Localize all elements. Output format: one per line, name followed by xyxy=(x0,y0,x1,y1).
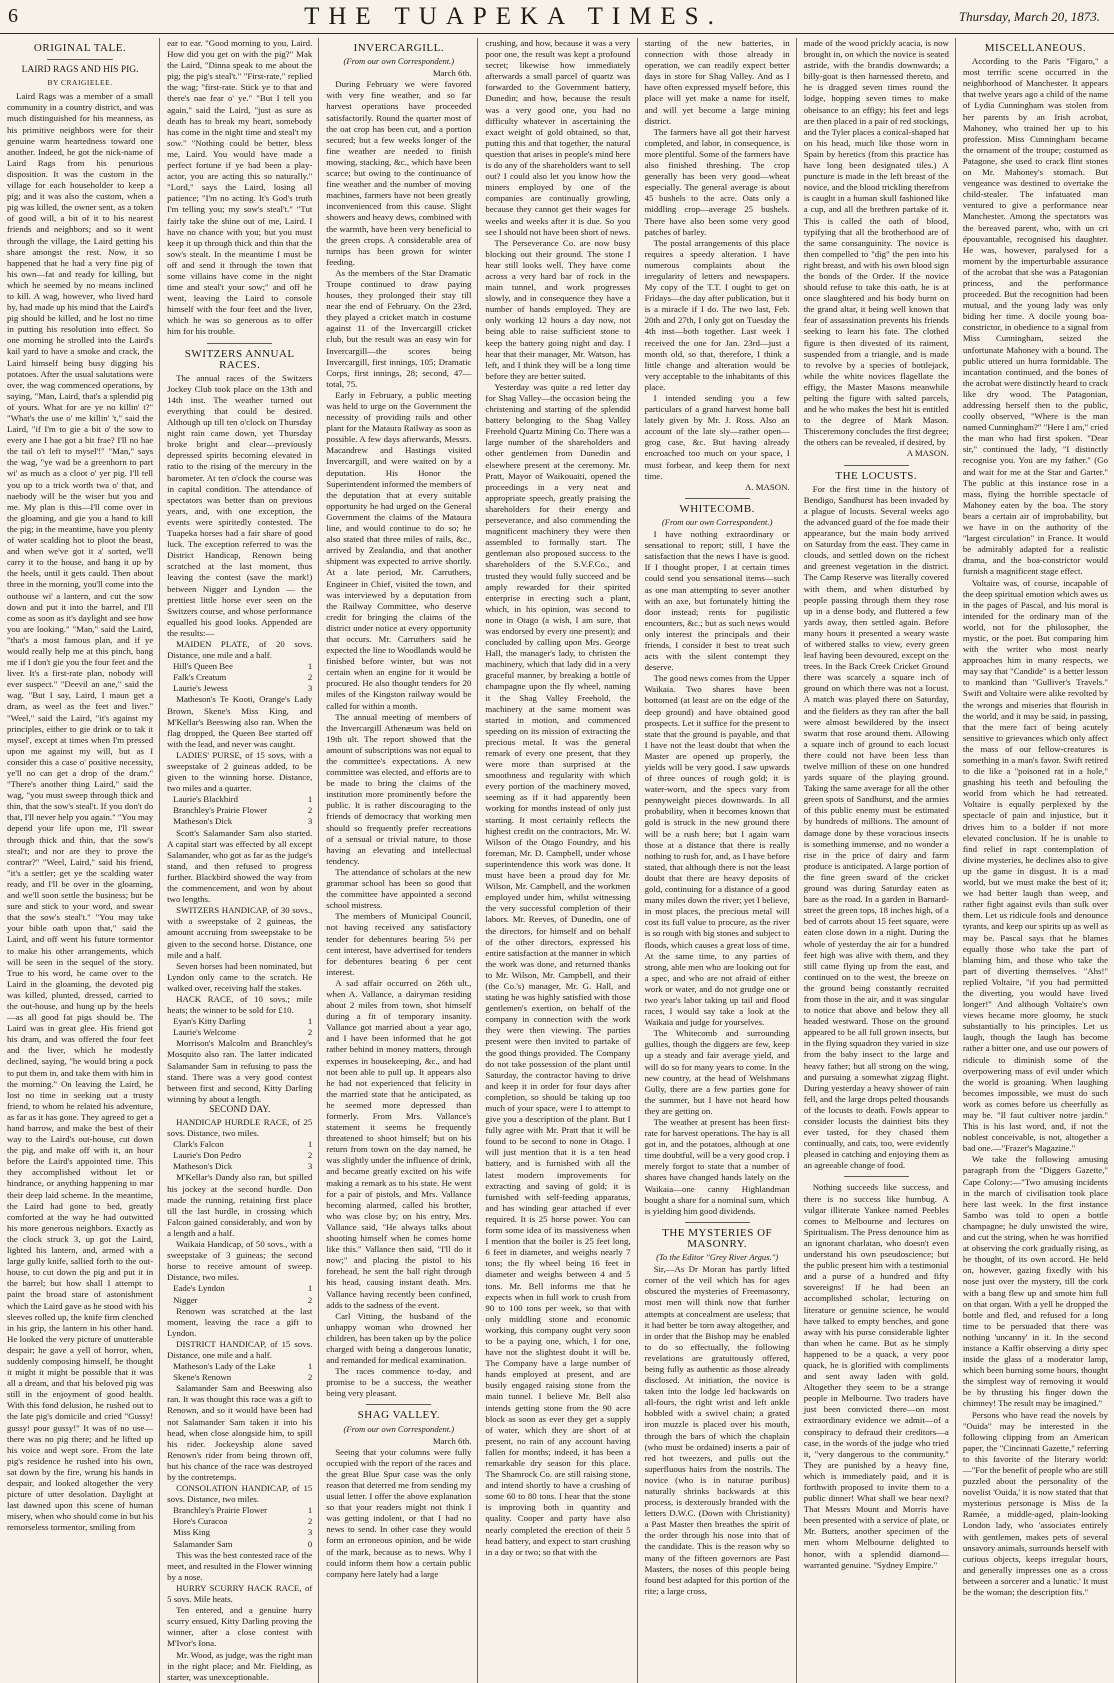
race-entry: Branchley's Prairie Flower 2 xyxy=(173,805,313,816)
article-paragraph: starting of the new batteries, in connection with those already in operation, we can readily expect better days in store for Shag Valley. And as I have often expressed myself before, this place will yet make a name for itself, and will yet become a large mining district. xyxy=(644,38,790,126)
columns xyxy=(0,38,1114,1682)
divider xyxy=(844,1176,909,1177)
section-heading: THE LOCUSTS. xyxy=(835,469,918,482)
article-paragraph: The members of Municipal Council, not having received any satisfactory tender for debentures bearing 5½ per cent interest, have advertised for tenders for debentures bearing 6 per cent interest. xyxy=(326,911,472,977)
race-title: HACK RACE, of 10 sovs.; mile heats; the winner to be sold for £10. xyxy=(167,993,313,1016)
article-paragraph: The annual meeting of members of the Invercargill Athenæum was held on 19th ult. The report showed that the amount of subscriptions was not equal to the committee's expectations. A new committee was elected, and efforts are to be made to bring the claims of the institution more prominently before the public. It is rather discouraging to the friends of democracy that working men should so frequently prefer recreations of a sensual or trivial nature, to those having an elevating and intellectual tendency. xyxy=(326,711,472,866)
article-paragraph: The Perseverance Co. are now busy blocking out their ground. The stone I hear still looks well. They have come across a very hard bar of rock in the main tunnel, and work progresses slowly, and in consequence they have a number of hands employed. They are only working 12 hours a day now, not being able to raise sufficient stone to keep the battery going night and day. I hear that their manager, Mr. Watson, has left, and I think they will be a long time before they are better suited. xyxy=(485,237,631,381)
article-paragraph: Sir,—As Dr Moran has partly lifted corner of the veil which has for ages obscured the mysteries of Freemasonry, most men will think now that further attempts at concealment are useless; that it had better be torn away altogether, and in order that the Bishop may be enabled to do so effectually, the following revelations are gratuitously offered, being fully as authentic as those already disclosed. At initiation, the novice is taken into the lodge led backwards on all-fours, the right wrist and left ankle hobbled with a swivel chain; a grated iron muzzle is placed over his mouth, through the bars of which the chaplain (who must be ordained) inserts a pair of red hot tweezers, and pulls out the superfluous hairs from the nostrils. The novice (who is in naturae puribus) naturally shrinks backwards at this process, is dexterously branded with the letters D.W.C. (Down with Christianity) a Past Master then breathes the spirit of the order through his nose into that of the candidate. This is the reason why so many of the fifteen governors are Past Masters, the noses of this people being found best adapted for this portion of the rite; a large cross, xyxy=(644,1264,790,1596)
race-title: HURRY SCURRY HACK RACE, of 5 sovs. Mile heats. xyxy=(167,1582,313,1605)
article-paragraph: ear to ear. "Good morning to you, Laird. How did you get on with the pig?" Mak the Laird, "Dinna speak to me about the pig; the pig's steal't." "First-rate," replied the wag; "first-rate. Stick ye to that and there's nae fear o' ye." "But I tell you again," said the Laird, "just as sure as death has to break my heart, somebody has come in the night time and steal't my sow." "Nothing could be better, bless me, Laird. You would have made a perfect fortune if ye had been a play-actor, you are acting this so naturally." "Lord," says the Laird, losing all patience; "I'm no acting. It's God's truth I'm telling you; my sow's steal't." "Tut fairly take the shine out of me, Laird. I have no chance with you; but you must keep it up through thick and thin that the sow's stealt. In the meantime I must be off and send it through the town that some villains have come in the night time and steal't your sow;" and off he went, leaving the Laird to console himself with the four feet and the liver, which he was so generous as to offer him for his trouble. xyxy=(167,38,313,337)
race-title: CONSOLATION HANDICAP, of 15 sovs. Distance, two miles. xyxy=(167,1483,313,1505)
article-paragraph: As the members of the Star Dramatic Troupe continued to draw paying houses, they prolonged their stay till near the end of February. On the 23rd, they played a cricket match in costume against 11 of the Invercargill cricket club, but the result was an easy win for Invercargill—the scores being Invercargill, first innings, 105; Dramatic Corps, first innings, 28; second, 47—total, 75. xyxy=(326,267,472,389)
article-paragraph: According to the Paris "Figaro," a most terrific scene occurred in the neighborhood of Manchester. It appears that twelve years ago a child of the name of Lydia Cunningham was stolen from her parents by an Irish acrobat, Mahoney, who trained her up to his profession. Miss Cunningham became the ornament of the troupe; costumed as Patagone, she used to crack flint stones on Mr. Mahoney's stomach. But vengeance was destined to overtake the child-stealer. The infatuated man ventured to give a performance near Manchester. Among the spectators was the bereaved parent, who, with un cri épouvantable, recognised his daughter. He was, however, paralysed for a moment by the imperturbable assurance of the acrobat that she was a Patagonian princess, and the performance proceeded. But the recognition had been mutual, and the young lady was only biding her time. A docile young boa-constrictor, in obedience to a signal from Miss Cunningham, seized the unfortunate Mahoney with a bound. The public uttered un hurra formidable. The incantation continued, and the bones of the acrobat were distinctly heard to crack like dry wood. The Patagonian, addressing herself then to the public, coolly observed, "Where is the man named Cunningham?" "Here I am," cried the man who had first spoken. "Dear sir," continued the lady, "I distinctly recognise you. You are my father." (Go and wait for me at the Star and Garter." The public at this instance rose in a mass, flying the horrible spectacle of Mahoney eaten by the boa. The story bears a certain air of improbability, but we have in on the authority of the "largest circulation" in France. It would be admirably adapted for a realistic drama, and the boa-constrictor would furnish a magnificent stage effect. xyxy=(962,56,1108,577)
race-title: DISTRICT HANDICAP, of 15 sovs. Distance, one mile and a half. xyxy=(167,1338,313,1360)
dateline: March 6th. xyxy=(432,68,472,79)
signature: A. MASON. xyxy=(744,481,790,492)
race-entry: Miss King 3 xyxy=(173,1527,313,1538)
page-number: 6 xyxy=(8,5,18,27)
section-heading: SHAG VALLEY. xyxy=(357,1409,441,1422)
column-2 xyxy=(159,38,318,1683)
article-paragraph: We take the following amusing paragraph from the "Diggers Gazette," Cape Colony:—"Two amusing incidents in the march of civilisation took place here last week. In the first instance Sambo was told to open a bottle champagne; he duly unwisted the wire, and cut the string, when he was horrified at observing the cork gradually rising, as he thought, of its own accord. He held on, however, gazing fixedly with his nose just over the mystery, till the cork with a bang flew up and smote him full on that organ. With a yell he dropped the bottle and fled, and refused for a long time to be persuaded that there was nothing 'uncanny' in it. In the second instance a Kaffir observing a dirty spec inside the glass of a moderator lamp, which been burning some hours, thought the simplest way of removing it would be by thrusting his finger down the chimney! The result may be imagined." xyxy=(962,1154,1108,1409)
race-entry: Branchley's Prairie Flower 1 xyxy=(173,1505,313,1516)
race-entry: Eyan's Kitty Darling 1 xyxy=(173,1016,313,1027)
divider xyxy=(685,1222,750,1223)
article-paragraph: Nothing succeeds like success, and there is no success like humbug. A vulgar illiterate Yankee named Peebles comes to Melbourne and lectures on Spiritualism. The Press denounce him as an ignorant charlatan, who doesn't even understand his own pseudoscience; but the public present him with a testimonial and a purse of a hundred and fifty sovereigns! If he had been an accomplished scholar, lecturing on literature or genuine science, he would have talked to empty benches, and gone away with his purse considerable lighter than when he came. But as he simply happened to be a quack, a very poor quack, he is glorified with compliments and sent away laden with gold. Altogether they seem to be a strange people in Melbourne. Two traders have just been convicted there—on most extraordinary evidence we admit—of a conspiracy to defraud their creditors—a case, in the words of the judge who tried it, "very dangerous to the community." They are punished by a heavy fine, which is immediately paid, and it is forthwith proposed to invite them to a public dinner! What shall we hear next? That Messrs Mount and Morris have been presented with a service of plate, or Mr. Butters, another specimen of the men whom Melbourne delighted to honor, with a splendid diamond—warranted genuine. "Sydney Empire." xyxy=(803,1182,949,1570)
section-heading: INVERCARGILL. xyxy=(353,42,445,54)
race-entry: Skene's Renown 2 xyxy=(173,1372,313,1383)
article-paragraph: The races commence to-day, and promise to be a success, the weather being very pleasant. xyxy=(326,1366,472,1399)
article-paragraph: crushing, and how, because it was a very poor one, the result was kept a profound secret; likewise how immediately afterwards a small parcel of quartz was forwarded to the Government battery, Dunedin; and how, because the result was a very good one, you had no difficulty whatever in ascertaining the exact weight of gold obtained, so that, putting this and that together, the natural question that arises in people's mind here is do any of the shareholders want to sell out? I could also let you know how the miners employed by one of the companies are continually growling, because they cannot get their wages for weeks and weeks after it is due. So you see I should not have been short of news. xyxy=(485,38,631,237)
race-entry: Falk's Creatum 2 xyxy=(173,672,313,683)
race-report: Scott's Salamander Sam also started. A capital start was effected by all except Salamander, who got as far as the judge's stand, and then refused to progress further. Blackbird showed the way from the commencement, and won by about two lengths. xyxy=(167,827,313,905)
divider xyxy=(366,1404,431,1405)
divider xyxy=(685,498,750,499)
column-5 xyxy=(637,38,796,1683)
article-paragraph: The weather at present has been first-rate for harvest operations. The hay is all got in, and the potatoes, although at one time doubtful, will be a very good crop. I merely forgot to state that a number of shares have changed hands lately on the Waikaia—one canny Highlandman bought a share for a nominal sum, which is yielding him good dividends. xyxy=(644,1117,790,1216)
race-report: Salamander Sam and Beeswing also ran. It was thought this race was a gift to Renown, and so it would have been had not Salamander Sam taken it into his head, when close alongside him, to spill his rider. Jockeyship alone saved Renown's rider from being thrown off, but his chance of the race was destroyed by the contretemps. xyxy=(167,1383,313,1482)
race-entry: Eade's Lyndon 1 xyxy=(173,1283,313,1294)
article-paragraph: Carl Vitting, the husband of the unhappy woman who drowned her children, has been taken up by the police charged with being a dangerous lunatic, and remanded for medical examination. xyxy=(326,1310,472,1366)
signature: A MASON. xyxy=(906,448,949,459)
article-paragraph: The good news comes from the Upper Waikaia. Two shares have been bottomed (at least are on the edge of the deep ground) and have obtained good prospects. Let it suffice for the present to state that the ground is payable, and that I have not the least doubt that when the Master are opened up properly, the yields will be very good. I saw upwards of three ounces of rough gold; it is water-worn, and the specs vary from pennyweight pieces downwards. In all probability, when it becomes known that gold is struck in the new ground there will be a rush here; but I again warn those at a distance that there is really nothing to rush for, and, as I have before stated, that although there is not the least doubt that there are heavy deposits of gold, continuing for a distance of a good many miles down the river; yet I believe, in most places, the precious metal will cost its full value to procure, as the river is so rough with big stones and subject to floods, which causes a great loss of time. At the same time, to any parties of strong, able men who are looking out for a spec, and who are not afraid of either work or water, and do not grudge one or two year's labor taking up tail and flood races, I would say take a look at the Waikaia and judge for yourselves. xyxy=(644,673,790,1028)
race-report: Matheson's Te Kooti, Orange's Lady Brown, Skene's Miss King, and M'Kellar's Beeswing also ran. When the flag dropped, the Queen Bee started off with the lead, and never was caught. xyxy=(167,694,313,749)
article-paragraph: The postal arrangements of this place requires a speedy alteration. I have numerous complaints about the irregularity of letters and newspapers. My copy of the T.T. I ought to get on Fridays—the day after publication, but it is a miracle if I do. The two last, Feb. 20th and 27th, I only got on Tuesday the 4th inst—both together. Last week I received the one for Jan. 23rd—just a month old, so that, therefore, I think a little change and alteration would be very acceptable to the inhabitants of this place. xyxy=(644,237,790,392)
section-heading: THE MYSTERIES OF MASONRY. xyxy=(662,1226,773,1250)
race-title: Waikaia Handicap, of 50 sovs., with a sweepstake of 3 guineas; the second horse to receive amount of sweep. Distance, two miles. xyxy=(167,1239,313,1283)
article-paragraph: I intended sending you a few particulars of a grand harvest home ball lately given by Mr. J. Ross. Also an account of the late sly—rather open—grog case, &c. But having already encroached too much on your space, I must forbear, and keep them for next time. xyxy=(644,393,790,481)
race-title: SWITZERS HANDICAP, of 30 sovs., with a sweepstake of 2 guineas, the amount accruing from sweepstake to be given to the second horse. Distance, one mile and a half. xyxy=(167,905,313,960)
letter-address: (To the Editor "Grey River Argus.") xyxy=(656,1252,779,1263)
race-title: MAIDEN PLATE, of 20 sovs. Distance, one mile and a half. xyxy=(167,638,313,661)
race-report: Mr. Wood, as judge, was the right man in the right place; and Mr. Fielding, as starter, was unexceptionable. xyxy=(167,1649,313,1682)
race-entry: Laurie's Welcome 2 xyxy=(173,1027,313,1038)
race-report: Ten entered, and a genuine hurry scurry ensued, Kitty Darling proving the winner, after a close contest with M'Ivor's Iona. xyxy=(167,1605,313,1649)
article-paragraph: A sad affair occurred on 26th ult., when A. Vallance, a dairyman residing about 2 miles from town, shot himself during a fit of temporary insanity. Vallance got married about a year ago, and I have been informed that he got rather behind in money matters, through expenses in housekeeping, &c., and had not been able to pull up. It appears also he had not experienced that felicity in the married state that he anticipated, as he seemed more depressed than formerly. From Mrs. Vallance's statement it seems he frequently threatened to shoot himself; but on his return from town on the day named, he was slightly under the influence of drink, and became greatly excited on his wife making a remark as to his state. He went for a pair of pistols, and Mrs. Vallance becoming alarmed, called his brother, who was close by; on his entry, Mrs. Vallance said, "He always talks about shooting himself when he comes home like this." Vallance then said, "I'll do it now;" and placing the pistol to his forehead, he sent the ball right through his head, causing instant death. Mrs. Vallance having recently been confined, adds to the sadness of the event. xyxy=(326,977,472,1310)
section-heading: MISCELLANEOUS. xyxy=(984,42,1087,54)
article-paragraph: I have nothing extraordinary or sensational to report; still, I have the satisfaction that the news I have is good. If I thought proper, I at certain times could send you sensational items—such as one man attempting to sever another with an axe, but fortunately hitting the door instead; rents for pugilistic encounters, &c.; but as such news would only interest the principals and their friends, I consider it best to treat such acts with the silent contempt they deserve. xyxy=(644,529,790,673)
section-heading: SWITZERS ANNUAL RACES. xyxy=(184,347,295,371)
race-entry: Matheson's Dick 3 xyxy=(173,1161,313,1172)
newspaper-title: THE TUAPEKA TIMES. xyxy=(304,2,723,30)
race-report: Renown was scratched at the last moment, leaving the race a gift to Lyndon. xyxy=(167,1305,313,1338)
divider xyxy=(47,59,113,60)
correspondent-line: (From our own Correspondent.) xyxy=(343,1423,455,1434)
race-report: M'Kellar's Dandy also ran, but spilled his jockey at the second hurdle. Don made the running, retaining first place till the last hurdle, in crossing which Falcon gained considerably, and won by a length and a half. xyxy=(167,1172,313,1238)
race-entry: Laurie's Blackbird 1 xyxy=(173,794,313,805)
article-paragraph: Voltaire was, of course, incapable of the deep spiritual emotion which awes us in the pages of Pascal, and his moral is intended for the ordinary man of the world, not for the philosopher, the mystic, or the poet. But comparing him with the writer who most nearly approaches him in many respects, we may say that "Candide" is a better lesson to mankind than "Gulliver's Travels." Swift and Voltaire were alike revolted by the wrongs and miseries that flourish in the world, and it may be said, in passing, that the mere fact of being acutely sensitive to grievances which only affect the mass of our fellow-creatures is something in a man's favor. Swift retired to die like a "poisoned rat in a hole," gnashing his teeth and befouling the world from which he had retreated. Voltaire is equally perplexed by the spectacle of pain and injustice, but it drives him to a bolder if not more elevated conclusion. If he is unable to find relief in rapt contemplation of divine mysteries, he declines also to give up the game in disgust. It is a mad world, but we must make the best of it; we had better laugh than weep, and rather fight against evils than sulk over them. Let us ridicule fools and denounce tyrants, and keep our spirits up as well as may be. Pascal says that he blames equally those who take the part of blaming him, and those who take the part of diverting themselves. "Ahs!" replied Voltaire, "if you had permitted the diverting, you would have lived longer!" And although Voltaire's own views became more gloomy, he stuck substantially to his principles. Let us laugh, though the laugh has become rather a bitter one, and use our powers of ridicule to diminish some of the overpowering mass of evil under which the world is groaning. When laughing becomes impossible, we must do such work as comes before us cheerfully as may be. "Il faut cultiver notre jardin." This is his last word, and, if not the noblest conceivable, is not, altogether a bad one.—"Frazer's Magazine." xyxy=(962,577,1108,1154)
section-heading: ORIGINAL TALE. xyxy=(33,42,127,54)
race-entry: Laurie's Jewess 3 xyxy=(173,683,313,694)
race-report: This was the best contested race of the meet, and resulted in the Flower winning by a nose. xyxy=(167,1549,313,1582)
column-4 xyxy=(477,38,636,1683)
divider xyxy=(844,465,909,466)
race-title: LADIES' PURSE, of 15 sovs, with a sweepstake of 2 guineas added, to be given to the winning horse. Distance, two miles and a quarter. xyxy=(167,749,313,794)
article-paragraph: The farmers have all got their harvest completed, and labor, in consequence, is more plentiful. Some of the farmers have also finished threshing. The crop generally has been very good—wheat especially. The general average is about 45 bushels to the acre. Oats only a middling crop—average 25 bushels. There have also been some very good patches of barley. xyxy=(644,126,790,237)
divider xyxy=(207,343,272,344)
race-entry: Matheson's Lady of the Lake 1 xyxy=(173,1361,313,1372)
column-7 xyxy=(955,38,1114,1683)
story-title: LAIRD RAGS AND HIS PIG. xyxy=(21,65,139,76)
article-paragraph: Persons who have read the novels by "Ouida" may be interested in the following clipping from an American paper, the "Cincinnati Gazette," referring to this favorite of the literary world:—"For the benefit of people who are still puzzled about the personality of the novelist 'Ouida,' it is now stated that that mysterious personage is Miss de la Ramée, a middle-aged, plain-looking London lady, who 'associates entirely with gentlemen, makes pets of several unsavory animals, surrounds herself with curious objects, keeps irregular hours, and generally impresses one as a cross between a sorcerer and a lunatic.' It must be the woman; the description fits." xyxy=(962,1409,1108,1598)
article-paragraph: Yesterday was quite a red letter day for Shag Valley—the occasion being the christening and starting of the splendid battery belonging to the Shag Valley Freehold Quartz Mining Co. There was a large number of the shareholders and other gentlemen from Dunedin and elsewhere present at the ceremony. Mr. Pratt, Mayor of Waikouaiti, opened the proceedings in a very neat and appropriate speech, greatly praising the shareholders for their energy and perseverance, and also commending the magnificent machinery they were then assembled to formally start. The gentleman also proposed success to the shareholders of the S.V.F.Co., and trusted they would fully succeed and be amply rewarded for their spirited enterprise in erecting such a plant, which, in his opinion, was second to none in Otago (a wish, I am sure, that was endorsed by every one present); and concluded by calling upon Mrs. George Hall, the manager's lady, to christen the machinery, which that lady did in a very graceful manner, by breaking a bottle of champagne upon the fly wheel, naming it the Shag Valley Freehold, the machinery at the same moment was started in motion, and commenced speeding on its mission of extracting the precious metal. It was the general remark of every one present, that they were more than surprised at the smoothness and regularity with which every portion of the machinery moved, seeming as if it had apparently been working for months instead of only just starting. It most certainly reflects the highest credit on the contractors, Mr. W. Wilson of the Otago Foundry, and his foreman, Mr. D. Campbell, under whose superintendence this work was done. It must have been a proud day for Mr. Wilson, Mr. Campbell, and the workmen employed under him, whilst witnessing the very successful completion of their labors. Mr. Reeves, of Dunedin, one of the directors, for himself and on behalf of the other directors, expressed his entire satisfaction at the manner in which the work was done, and returned thanks to Mr. Wilson, Mr. Campbell, and their (the Co.'s) manager, Mr. G. Hall, and stating he was highly satisfied with those gentlemen's exertion, on behalf of the company in connection with the work they were then viewing. The parties present were then invited to partake of the good things provided. The Company do not take possession of the plant until Saturday, the contractor having to drive and keep it in order for four days after completion, so should be taking up too much of your space, were I to attempt to give you a description of the plant. But I fully agree with Mr. Pratt that it will be found to be second to none in Otago. I will just mention that it is a ten head battery, and is furnished with all the latest modern improvements for extracting and saving of gold; it is furnished with self-feeding apparatus, and has winding gear attached if ever required. It is 25 horse power. You can form some idea of its massiveness when I mention that the boiler is 25 feet long, 6 feet in diameter, and weighs nearly 7 tons; the fly wheel being 16 feet in diameter and weighs between 4 and 5 tons. Mr. Bell informs me that he expects when in full work to crush from 90 to 100 tons per week, so that with only middling stone and economic working, this company ought very soon to be a paying one, which, I for one, have not the slightest doubt it will be. The Company have a large number of hands employed at present, and are busily engaged raising stone from the main tunnel. I believe Mr. Bell also intends getting stone from the 90 acre block as soon as ever they get a supply of water, which they are short of at present, no rain of any account having fallen for months; indeed, it has been a remarkable dry season for this place. The Shamrock Co. are still raising stone, and intend shortly to have a crushing of some 60 to 80 tons. I hear that the stone is improving both in quantity and quality. Cooper and party have also nearly completed the erection of their 5 head battery, and expect to start crushing in a day or two; so that with the xyxy=(485,381,631,1557)
column-1 xyxy=(0,38,159,1683)
article-paragraph: made of the wood prickly acacia, is now brought in, on which the novice is seated astride, with the brandis downwards; a billy-goat is then harnessed thereto, and he is dragged seven times round the lodge, hopping seven times to make obeisance to an effigy; his feet and legs are then placed in a pair of red stockings, and the Tyler places a conical-shaped hat on his head, much like those worn in Spain by heretics (from this practice has have long been designated tiles.) A puncture is made in the left breast of the novice, and the blood trickling therefrom is caught in a human skull fashioned like a cup, and all the brethren partake of it. This is called the oath of blood, typifying that all the brotherhood are of the same consanguinity. The novice is then compelled to "dig" the pen into his right breast, and with his own blood sign the bonds of the Order. If the novice should refuse to take this oath, he is at once slaughtered and his body burnt on the grand altar, it being well known that fear of assassination prevents his friends seeking to learn his fate. The clothed figure is then divested of its raiment, suspended from a triangle, and is made to revolve by a species of bottlejack, while the white novices flagellate the effigy, the Master Masons meanwhile pelting the figure with salted parcels, and he who makes the best hit is entitled to the degree of Mark Mason. Thisceremony concludes the first degree; the others can be revealed, if desired, by xyxy=(803,38,949,448)
article-paragraph: During February we were favored with very fine weather, and so far harvest operations have proceeded satisfactorily. Round the quarter most of the oat crop has been cut, and a portion secured; but a few weeks longer of the fine weather are needed to finish mowing, stacking, &c., which have been scarce; but owing to the continuance of fine weather and the number of moving machines, farmers have not been greatly inconvenienced from this cause. Slight showers and heavy dews, combined with the warmth, have been very beneficial to the green crops. A considerable area of turnips has been grown for winter feeding. xyxy=(326,79,472,267)
section-heading: WHITECOMB. xyxy=(679,502,755,515)
day-heading: SECOND DAY. xyxy=(209,1104,271,1115)
column-3 xyxy=(318,38,477,1683)
article-paragraph: Early in February, a public meeting was held to urge on the Government the necessity of providing rails and other plant for the Mataura Railway as soon as possible. A few days afterwards, Messrs. Macandrew and Hastings visited Invercargill, and were waited on by a deputation. His Honor the Superintendent informed the members of the deputation that at every suitable opportunity he had urged on the General Government the claims of the Mataura line, and would continue to do so; he also stated that three miles of rails, &c., arrived by Zealandia, and that another shipment was expected to arrive shortly. At a late period, Mr. Carruthers, Engineer in Chief, visited the town, and was interviewed by a deputation from the Railway Committee, who deserve credit for bringing the claims of the district under notice at every opportunity that occurs. Mr. Carruthers said he expected the line to Woodlands would be finished before winter, but was not certain when an engine for it would be procured. He also thought tenders for 20 miles of the Kingston railway would be called for within a month. xyxy=(326,389,472,711)
article-paragraph: Seeing that your columns were fully occupied with the report of the races and the great Blue Spur case was the only reason that deterred me from sending my usual letter. I offer the above explanation so that your readers might not think I was getting indolent, or that I had no news to send. In other case they would form an erroneous opinion, and be wide of the mark, because as to news. Why I could inform them how a certain public company here lately had a large xyxy=(326,1446,472,1579)
article-paragraph: The annual races of the Switzers Jockey Club took place on the 13th and 14th inst. The weather turned out everything that could be desired. Although up till ten o'clock on Thursday night rain came down, yet Thursday broke bright and clear—previously depressed spirits becoming elevated in ratio to the rising of the mercury in the barometer. At ten o'clock the course was in capital condition. The attendance of spectators was better than on previous years, and, with one exception, the events were spiritedly contested. The Tuapeka horses had a fair share of good luck. The exception referred to was the District Handicap, Renown being scratched at the last moment, thus leaving the contest (save the mark!) between Nigger and Lyndon — the prettiest little horse ever seen on the Switzers course, and whose performance equalled his good looks. Appended are the results:— xyxy=(167,372,313,638)
race-entry: Hore's Curacoa 2 xyxy=(173,1516,313,1527)
issue-date: Thursday, March 20, 1873. xyxy=(958,8,1100,24)
column-6 xyxy=(796,38,955,1683)
race-entry: Hill's Queen Bee 1 xyxy=(173,661,313,672)
correspondent-line: (From our own Correspondent.) xyxy=(343,56,455,67)
masthead xyxy=(0,0,1114,34)
race-entry: Nigger 2 xyxy=(173,1294,313,1305)
race-entry: Salamander Sam 0 xyxy=(173,1538,313,1549)
article-paragraph: For the first time in the history of Bendigo, Sandhurst has been invaded by a plague of locusts. Several weeks ago the advanced guard of the foe made their appearance, but the main body arrived on Saturday from the east. They came in clouds, and settled down on the richest and greenest vegetation in the district. The Camp Reserve was literally covered with them, and when disturbed by people passing through them they rose up in a dense body, and fluttered a few yards away, then settled again. Before many hours it presented a weary waste of withered stalks to view, every green leaf having been devoured, except on the trees. In the Back Creek Cricket Ground there was scarcely a square inch of ground on which there was not a locust. A match was played there on Saturday, and the fielders as they ran after the ball were almost bewildered by the insect swarm that rose around them. Allowing a square inch of ground to each locust there could not have been less than twelve million of these on one hundred yards square of the playing ground. Taking the same average for all the other green spots of Sandhurst, and the armies of this public enemy must be estimated by hundreds of millions. The amount of damage done by these voracious insects is something immense, and no wonder a rise in the price of dairy and farm produce is anticipated. A large portion of the fine green sward of the cricket ground was during Saturday eaten as bare as the road. In a garden in Barnard-street the green tops, 18 inches high, of a bed of carrots about 15 feet square, were eaten close down in a night. During the whole of yesterday the air for a hundred feet high was alive with them, and they still came flying up from the east, and continued on to the west, the breeze on the ground being constantly recruited from those in the air, and it was singular to notice that above and below they all headed westward. Those on the ground appeared to be all full grown insects, but in the flying squadron they varied in size from the baby insect to the large and heavy father; but all strong on the wing, and pursuing a somewhat zigzag flight. During yesterday a heavy shower of rain fell, and the large drops pelted thousands of the locusts to death. Fowls appear to consider locusts the daintiest bits they ever tasted, for they chased them continually, and cats, too, were evidently pleased in catching and enjoying them as an agreeable change of food. xyxy=(803,483,949,1171)
article-paragraph: The attendance of scholars at the new grammar school has been so good that the committee have appointed a second school mistress. xyxy=(326,866,472,911)
article-paragraph: The Whitecomb and surrounding gullies, though the diggers are few, keep up a steady and fair average yield, and will do so for many years to come. In the new country, at the head of Welshmans Gully, there are a few parties gone for the summer, but I have not heard how they are getting on. xyxy=(644,1028,790,1116)
correspondent-line: (From our own Correspondent.) xyxy=(661,516,773,527)
race-report: Morrison's Malcolm and Branchley's Mosquito also ran. The latter indicated Salamander Sam in refusing to pass the stand. There was a very good contest between first and second, Kitty Darling winning by about a length. xyxy=(167,1038,313,1104)
dateline: March 6th. xyxy=(432,1435,472,1446)
article-paragraph: Laird Rags was a member of a small community in a country district, and was much distinguished for his meanness, as his primitive neighbors were for their genuine warm heartedness toward one another. Indeed, he got the nick-name of Laird Rags from his penurious disposition. It was the custom in the village for each householder to keep a pig; and it was also the custom, when a pig was killed, the owner sent, as a token of good will, a bit of it to his nearest friends and neighbors; and so it went through the village, the Laird getting his share amongst the rest. Now, it so happened that he had a very fine pig of his own—fat and ready for killing, but which he seemed by no means inclined to kill. A wag, however, who lived hard by, had made up his mind that the Laird's pig should be killed, and he lost no time in putting his resolution into effect. So one morning he strolled into the Laird's kail yard to have a smoke and crack, the Laird himself being busy digging his potatoes. After the usual salutations were over, the wag commenced operations, by saying, "Man, Laird, that's a splendid pig of yours. What for are ye no killin' t?" "What's the use o' me killin' 't," said the Laird, "if I'm to gie a bit o' the sow to every ane I hae got a bit frae? I'll no hae the tail o't left to mysel'!" "Man," says the wag, "ye wad be a greenhorn to part wi' as much as a cloot o' yer pig. I'll tell you up to a trick worth twa o' that, and naebody will be the wiser but you and me. My plan is this—I'll come over in the gloaming, and gie you a hand to kill the pig; in the meantime, have you plenty of water scalding hot to ploot the beast, and when we've got it a' sorted, we'll carry it to the house, and hang it up by the heels, until it gets cauld. Then about three in the morning, you'll come into the outhouse wi' a lantern, and cut the sow down and put it into the barrel, and I'll come as soon as it's daylight and see how you are looking." "Man," said the Laird, "that's a most famous plan, and if ye would really help me at this pinch, bang me if I don't gie you the four feet and the liver. It's a first-rate plan, nobody will ever suspect." "Deevil an ane," said the wag. "But I say, Laird, I maun get a dram, as weel as the feet and liver." "Weel," said the Laird, "it's against my principles, either to gie drink or to tak it mysel', except at times when I'm pressed upon me against my will, but as I consider this a case o' positive necessity, ye'll no can get a drop of the dram." "There's another thing Laird," said the wag, "you must sweep through thick and thin, that the sow's steal't. If you don't do that, I'll never help you again." "You may depend your life upon me, I'll swear through thick and thin, that the sow's steal't; and nor are they to prove the contrar?" "Weel, Laird," said his friend, "it's a settler; get ye the scalding water ready, and I'll be over in the gloaming, and we'll soon settle the business; but be sure and stick to your word, and swear that the sow's steal't." "You may take your bible oath upon that," said the Laird, and off went his future tormentor to make his other arrangements, which will be seen in the sequel of the story. True to his word, he came over to the Laird in the gloaming, the devoted pig was killed, plunted, dressed, carried to the out-house, and hung up by the heels—as all good fat pigs should be. The Laird was in great glee. His friend got his dram, and was offered the four feet and the liver, which he modestly declined, saying, "he would bring a pock to put them in, and take them with him in the morning." On leaving the Laird, he lost no time in seeking out a trusty friend, to whom he related his adventure, as far as it has gone. They agreed to get a hand barrow, and make the best of their way to the Laird's out-house, cut down the pig, and make off with it, an hour before the Laird's appointed time. This they accomplished without let or hindrance, or anything happening to mar their deep laid scheme. In the meantime, the Laird had gone to bed, greatly comforted at the way he had outwitted his more generous neighbors. Exactly as the clock struck 3, up got the Laird, lighted his lantern, and, armed with a large gully knife, sallied forth to the out-house, to cut down the pig and put it in the barrel; but how shall I attempt to paint the broad stare of astonishment which the Laird gave as he stood with his sleeves rolled up, the knife firm clenched in his grip, the lantern in his other hand. He looked the very picture of unutterable despair; he gave a yell of horror, when, suddenly composing himself, he thought it might it might be possible that it was all a dream, and that his beloved pig was still in the enjoyment of good health. With this fond delusion, he rushed out to the late pig's domicile and cried "Gussy! gussy! pour gussy!" It was of no use—there was no pig there; and he lifted up his voice and wept sore. From the late pig's residence he rushed into his own, sat down by the fire, wrung his hands in despair, and looked altogether the very picture of utter desolation. Daylight at last dawned upon this scene of human misery, when who should come in but his remorseless tormentor, smiling from xyxy=(7,91,154,1533)
race-report: Seven horses had been nominated, but Lyndon only came to the scratch. He walked over, receiving half the stakes. xyxy=(167,960,313,993)
byline: BY CRAIGIELEE. xyxy=(47,78,113,88)
race-entry: Clark's Falcon 1 xyxy=(173,1139,313,1150)
race-title: HANDICAP HURDLE RACE, of 25 sovs. Distance, two miles. xyxy=(167,1117,313,1139)
race-entry: Matheson's Dick 3 xyxy=(173,816,313,827)
race-entry: Laurie's Don Pedro 2 xyxy=(173,1150,313,1161)
